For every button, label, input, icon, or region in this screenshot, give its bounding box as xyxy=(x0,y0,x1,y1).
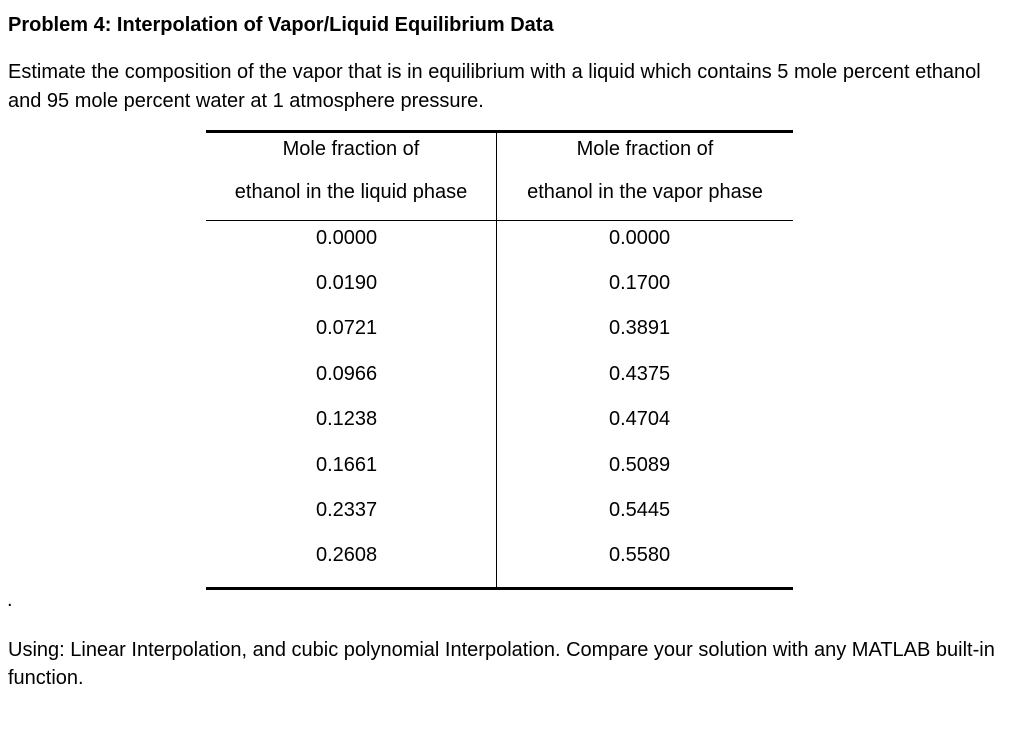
vapor-value-8: 0.5580 xyxy=(609,544,671,566)
table-header-rule xyxy=(206,220,793,221)
table-top-rule xyxy=(206,130,793,133)
vapor-value-5: 0.4704 xyxy=(609,408,671,430)
stray-period: . xyxy=(7,589,13,611)
header-liquid-line2: ethanol in the liquid phase xyxy=(234,181,468,203)
vapor-value-2: 0.1700 xyxy=(609,272,671,294)
header-vapor-line2: ethanol in the vapor phase xyxy=(527,181,763,203)
liquid-value-2: 0.0190 xyxy=(316,272,378,294)
vapor-value-7: 0.5445 xyxy=(609,499,671,521)
vapor-value-1: 0.0000 xyxy=(609,227,671,249)
problem-title: Problem 4: Interpolation of Vapor/Liquid Equilibrium Data xyxy=(8,14,554,36)
liquid-value-5: 0.1238 xyxy=(316,408,378,430)
vapor-value-6: 0.5089 xyxy=(609,454,671,476)
liquid-value-6: 0.1661 xyxy=(316,454,378,476)
vapor-value-3: 0.3891 xyxy=(609,317,671,339)
header-vapor-line1: Mole fraction of xyxy=(576,138,714,160)
vapor-value-4: 0.4375 xyxy=(609,363,671,385)
liquid-value-1: 0.0000 xyxy=(316,227,378,249)
equilibrium-data-table xyxy=(206,130,793,590)
liquid-value-7: 0.2337 xyxy=(316,499,378,521)
header-liquid-line1: Mole fraction of xyxy=(282,138,420,160)
liquid-value-8: 0.2608 xyxy=(316,544,378,566)
instructions: Using: Linear Interpolation, and cubic polynomial Interpolation. Compare your solution with any MATLAB built-in function. xyxy=(8,639,995,689)
liquid-value-4: 0.0966 xyxy=(316,363,378,385)
liquid-value-3: 0.0721 xyxy=(316,317,378,339)
table-bottom-rule xyxy=(206,587,793,590)
problem-statement: Estimate the composition of the vapor that is in equilibrium with a liquid which contains 5 mole percent ethanol and 95 mole percent water at 1 atmosphere pressure. xyxy=(8,61,981,112)
